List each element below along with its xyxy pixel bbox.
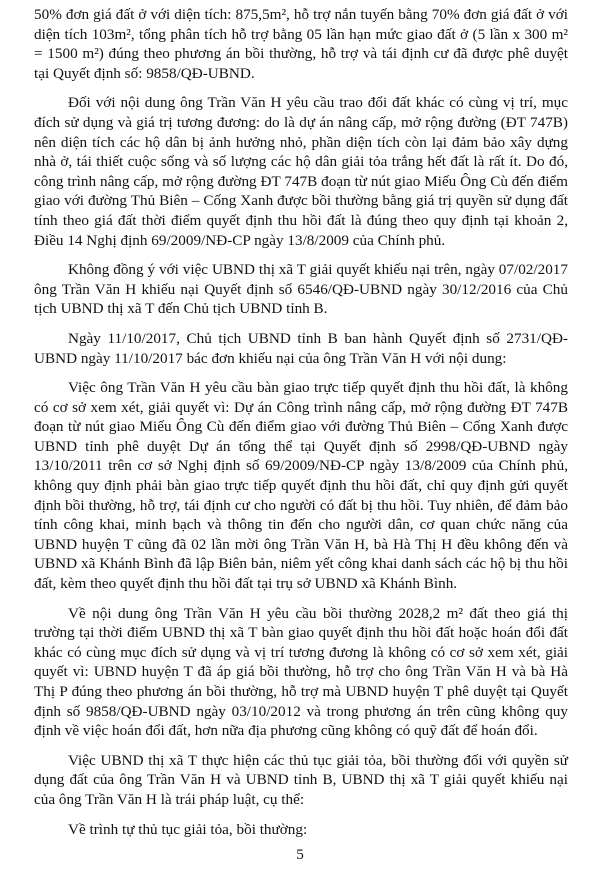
paragraph-4: Ngày 11/10/2017, Chủ tịch UBND tỉnh B ban hành Quyết định số 2731/QĐ-UBND ngày 11/10/2017 bác đơn khiếu nại của ông Trần Văn H với nội dung: <box>34 329 568 367</box>
paragraph-8: Về trình tự thủ tục giải tỏa, bồi thường: <box>68 820 308 838</box>
page-number: 5 <box>296 846 304 863</box>
paragraph-7: Việc UBND thị xã T thực hiện các thủ tục giải tỏa, bồi thường đối với quyền sử dụng đất của ông Trần Văn H và UBND tỉnh B, UBND thị xã T giải quyết khiếu nại của ông Trần Văn H là trái pháp luật, cụ thể: <box>34 751 568 808</box>
paragraph-3: Không đồng ý với việc UBND thị xã T giải quyết khiếu nại trên, ngày 07/02/2017 ông Trần Văn H khiếu nại Quyết định số 6546/QĐ-UBND ngày 30/12/2016 của Chủ tịch UBND thị xã T đến Chủ tịch UBND tỉnh B. <box>34 261 568 318</box>
paragraph-5: Việc ông Trần Văn H yêu cầu bàn giao trực tiếp quyết định thu hồi đất, là không có cơ sở xem xét, giải quyết vì: Dự án Công trình nâng cấp, mở rộng đường ĐT 747B đoạn từ nút giao Miếu Ông Cù đến điểm giao với đường Thủ Biên – Cống Xanh được UBND tỉnh phê duyệt Dự án tổng thể tại Quyết định số 2998/QĐ-UBND ngày 13/10/2011 trên cơ sở Nghị định số 69/2009/NĐ-CP ngày 13/8/2009 của Chính phủ, không quy định phải bàn giao trực tiếp quyết định thu hồi đất, chỉ quy định gửi quyết định bồi thường, hỗ trợ, tái định cư cho người có đất bị thu hồi. Tuy nhiên, để đảm bảo tính công khai, minh bạch và thông tin đến cho người dân, cơ quan chức năng của UBND huyện T cũng đã 02 lần mời ông Trần Văn H, bà Hà Thị H đều không đến và UBND xã Khánh Bình đã lập Biên bản, niêm yết công khai danh sách các hộ bị thu hồi đất, kèm theo quyết định thu hồi đất tại trụ sở UBND xã Khánh Bình. <box>34 379 568 593</box>
paragraph-1: 50% đơn giá đất ở với diện tích: 875,5m², hỗ trợ nắn tuyến bằng 70% đơn giá đất ở với diện tích 103m², tổng phân tích hỗ trợ bằng 05 lần hạn mức giao đất ở (5 lần x 300 m² = 1500 m²) đúng theo phương án bồi thường, hỗ trợ và tái định cư đã được phê duyệt tại Quyết định số: 9858/QĐ-UBND. <box>34 6 568 82</box>
paragraph-2: Đối với nội dung ông Trần Văn H yêu cầu trao đổi đất khác có cùng vị trí, mục đích sử dụng và giá trị tương đương: do là dự án nâng cấp, mở rộng đường (ĐT 747B) nên diện tích các hộ dân bị ảnh hưởng nhỏ, phần diện tích còn lại đảm bảo xây dựng nhà ở, tái thiết cuộc sống và số lượng các hộ dân giải tỏa trắng hết đất là rất ít. Do đó, công trình nâng cấp, mở rộng đường ĐT 747B đoạn từ nút giao Miếu Ông Cù đến điểm giao với đường Thủ Biên – Cống Xanh được bồi thường bằng giá trị quyền sử dụng đất tính theo giá đất thời điểm quyết định thu hồi đất là đúng theo quy định tại khoản 2, Điều 14 Nghị định 69/2009/NĐ-CP ngày 13/8/2009 của Chính phủ. <box>34 94 568 249</box>
paragraph-6: Về nội dung ông Trần Văn H yêu cầu bồi thường 2028,2 m² đất theo giá thị trường tại thời điểm UBND thị xã T bàn giao quyết định thu hồi đất hoặc hoán đổi đất khác có cùng mục đích sử dụng và vị trí tương đương là không có cơ sở xem xét, giải quyết vì: UBND huyện T đã áp giá bồi thường, hỗ trợ cho ông Trần Văn H và bà Hà Thị P đúng theo phương án bồi thường, hỗ trợ mà UBND huyện T phê duyệt tại Quyết định số 9858/QĐ-UBND ngày 03/10/2012 và trong phương án trên cũng không quy định về việc hoán đổi đất, hơn nữa địa phương cũng không có quỹ đất để hoán đổi. <box>34 604 568 740</box>
